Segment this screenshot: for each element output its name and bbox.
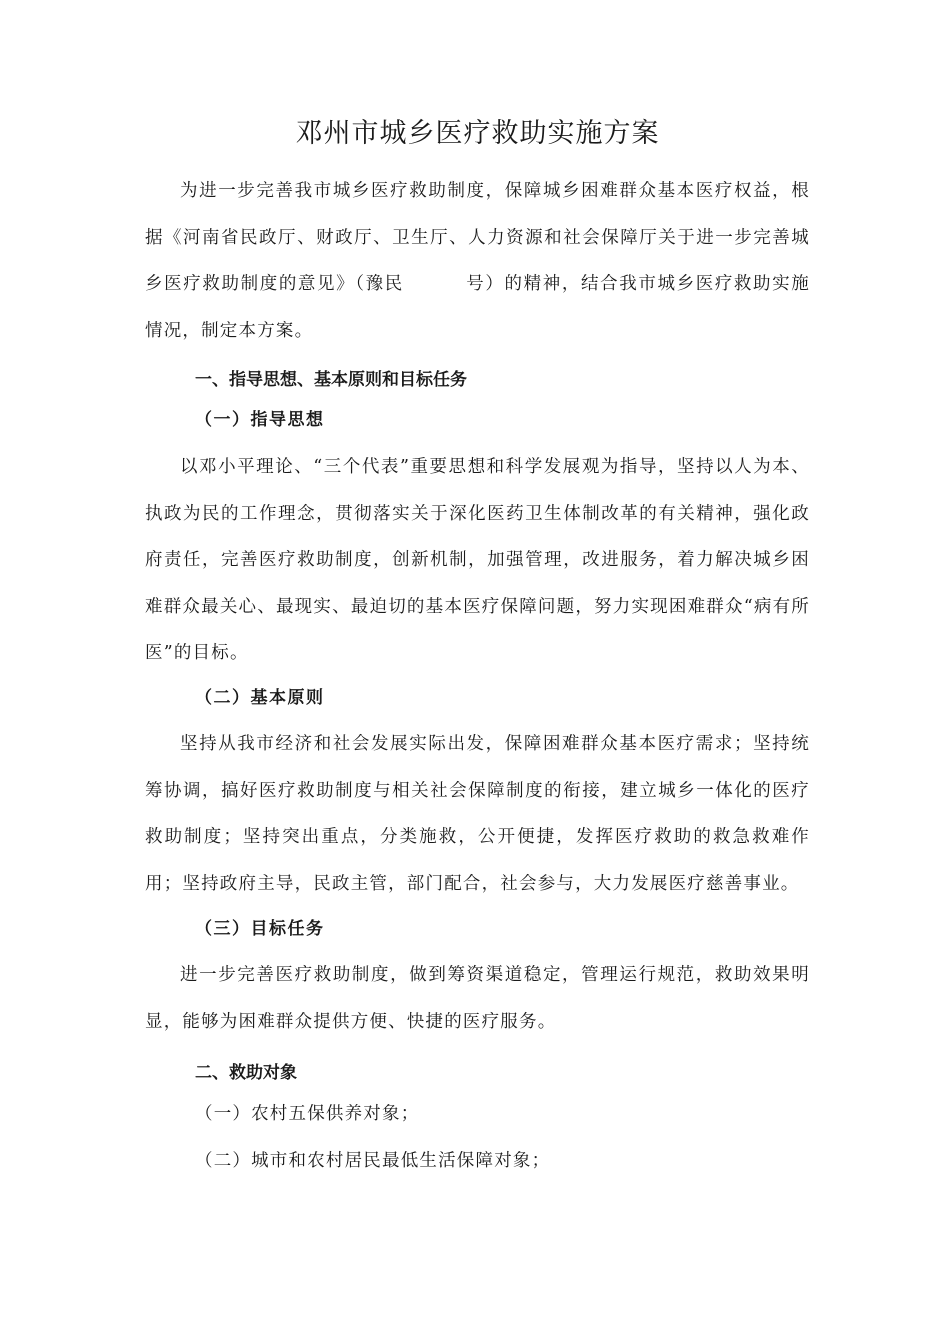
section1-sub2-paragraph: 坚持从我市经济和社会发展实际出发，保障困难群众基本医疗需求；坚持统筹协调，搞好医疗救助制度与相关社会保障制度的衔接，建立城乡一体化的医疗救助制度；坚持突出重点，分类施救，公开便捷，发挥医疗救助的救急救难作用；坚持政府主导，民政主管，部门配合，社会参与，大力发展医疗慈善事业。 [145,734,810,894]
section2-heading: 二、救助对象 [195,1063,297,1083]
section1-sub1-paragraph: 以邓小平理论、“三个代表”重要思想和科学发展观为指导，坚持以人为本、执政为民的工作理念，贯彻落实关于深化医药卫生体制改革的有关精神，强化政府责任，完善医疗救助制度，创新机制，加强管理，改进服务，着力解决城乡困难群众最关心、最现实、最迫切的基本医疗保障问题，努力实现困难群众“病有所医”的目标。 [145,457,810,663]
section1-sub3-heading: （三）目标任务 [195,919,325,939]
section1-sub1-heading: （一）指导思想 [195,410,325,430]
section1-sub2-heading: （二）基本原则 [195,688,325,708]
intro-text-part2: 号）的精神，结合我市城乡医疗救助实施情况，制定本方案。 [145,274,810,341]
intro-paragraph [145,168,810,354]
intro-text-part1: 为进一步完善我市城乡医疗救助制度，保障城乡困难群众基本医疗权益，根据《河南省民政厅、财政厅、卫生厅、人力资源和社会保障厅关于进一步完善城乡医疗救助制度的意见》（豫民 [145,181,810,294]
section1-heading: 一、指导思想、基本原则和目标任务 [195,370,467,390]
document-title: 邓州市城乡医疗救助实施方案 [295,118,660,149]
section2-item-2: （二）城市和农村居民最低生活保障对象； [195,1151,551,1171]
section1-sub3-paragraph: 进一步完善医疗救助制度，做到筹资渠道稳定，管理运行规范，救助效果明显，能够为困难群众提供方便、快捷的医疗服务。 [145,965,810,1032]
section2-item-1: （一）农村五保供养对象； [195,1104,420,1124]
